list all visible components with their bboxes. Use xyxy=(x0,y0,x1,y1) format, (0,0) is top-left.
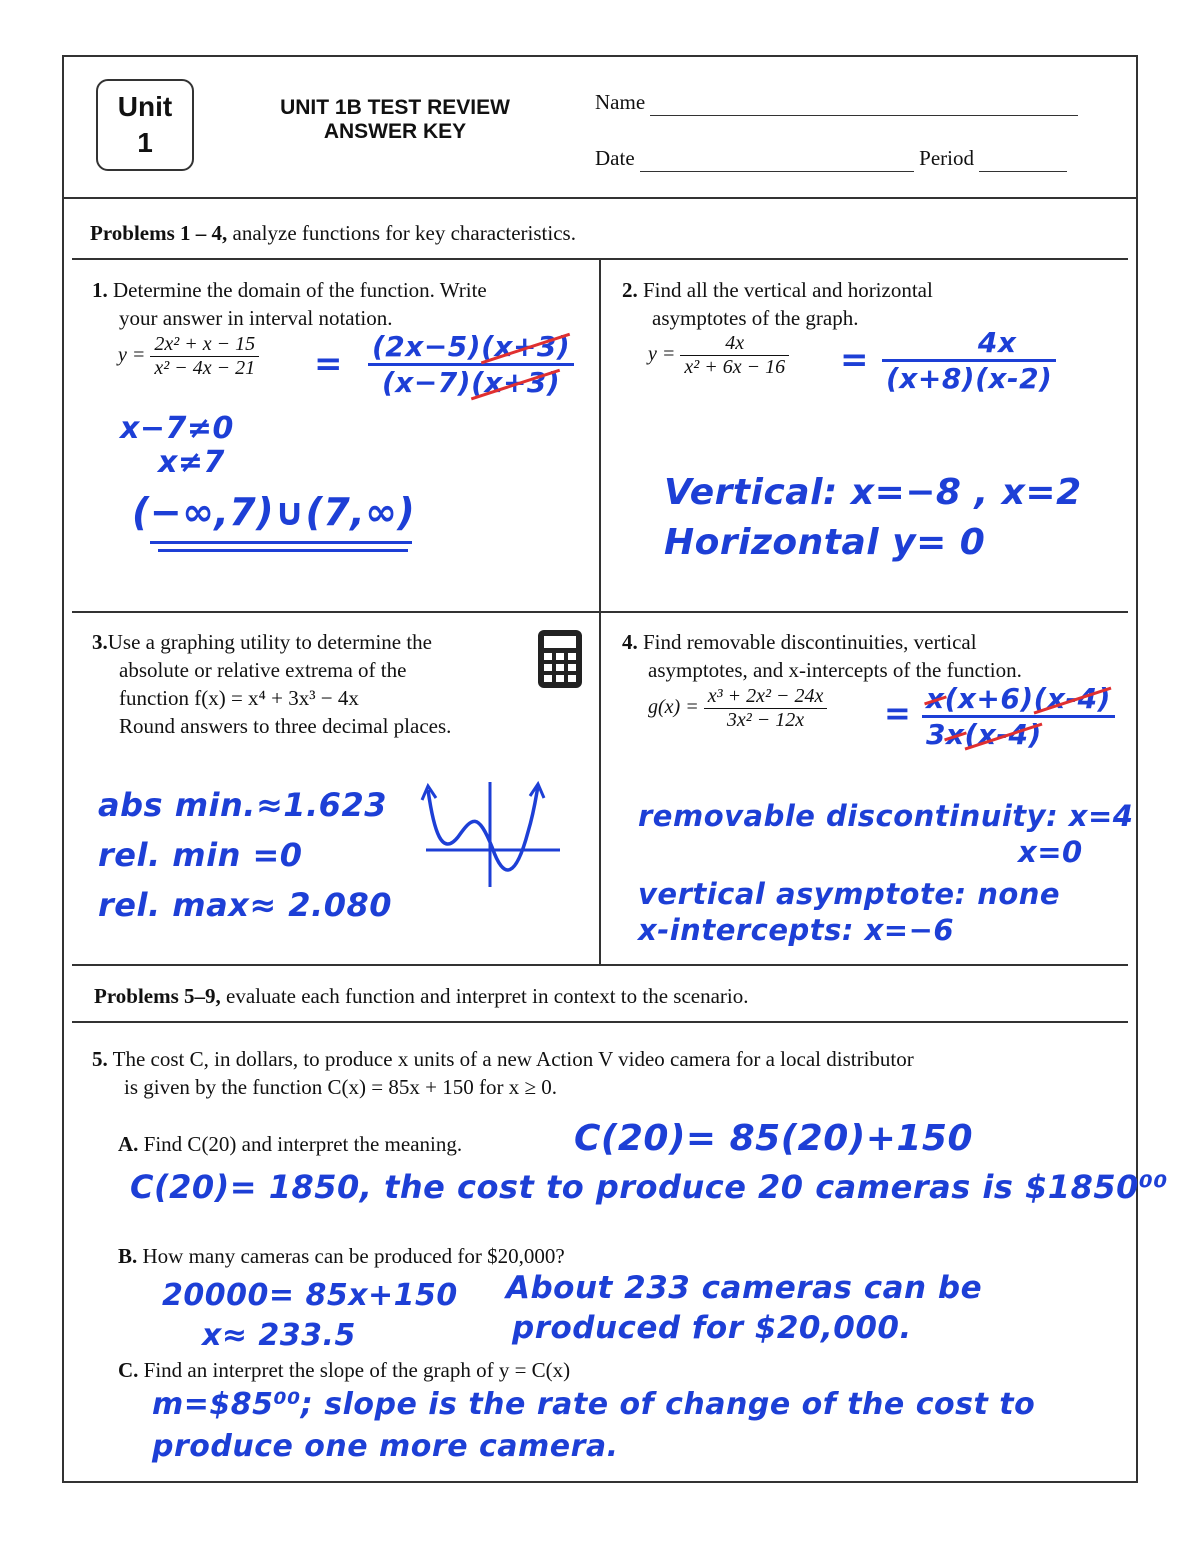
absolute-minimum: abs min.≈1.623 xyxy=(98,786,387,824)
part-a-prompt xyxy=(118,1130,462,1158)
factored-denominator xyxy=(368,366,574,399)
factor-x-7: (x−7) xyxy=(381,366,472,399)
section-2-bold: Problems 5–9, xyxy=(94,984,221,1008)
fraction-numerator: 2x² + x − 15 xyxy=(150,333,259,357)
vertical-asymptotes: Vertical: x=−8 , x=2 xyxy=(664,472,1082,513)
part-b-label: B. xyxy=(118,1244,138,1268)
problem-3-prompt xyxy=(92,628,532,740)
problem-5-line-1: The cost C, in dollars, to produce x units of a new Action V video camera for a local distributor xyxy=(112,1047,914,1071)
problem-4-line-2: asymptotes, and x-intercepts of the function. xyxy=(648,658,1022,682)
name-line[interactable] xyxy=(650,94,1078,116)
problem-5-line-2: is given by the function C(x) = 85x + 150 for x ≥ 0. xyxy=(124,1075,557,1099)
problem-1-line-2: your answer in interval notation. xyxy=(119,306,393,330)
g-equals: g(x) = xyxy=(648,696,699,719)
cancelled-factor: x xyxy=(926,682,945,715)
calculator-icon-svg xyxy=(538,630,582,688)
removable-discontinuity-2: x=0 xyxy=(1018,835,1083,869)
relative-maximum: rel. max≈ 2.080 xyxy=(98,886,392,924)
divider xyxy=(72,1021,1128,1023)
factored-fraction xyxy=(882,326,1056,395)
problem-3-line-2: absolute or relative extrema of the xyxy=(119,658,407,682)
problem-5-number: 5. xyxy=(92,1047,108,1071)
cancelled-factor: (x+3) xyxy=(481,330,571,363)
problem-4-equation xyxy=(648,685,827,732)
problem-4-factored xyxy=(922,682,1115,751)
factored-numerator xyxy=(922,682,1115,718)
divider xyxy=(72,964,1128,966)
period-label: Period xyxy=(919,146,974,170)
factor-2x-5: (2x−5) xyxy=(372,330,482,363)
problem-4-prompt xyxy=(622,628,1122,684)
factored-denominator: (x+8)(x-2) xyxy=(886,362,1053,395)
fraction-numerator: 4x xyxy=(680,332,789,356)
problem-4-fraction xyxy=(704,685,828,732)
factored-fraction xyxy=(922,682,1115,751)
hand-equals: = xyxy=(314,344,343,384)
part-b-work xyxy=(162,1276,458,1356)
factored-fraction xyxy=(368,330,574,399)
part-a-text: Find C(20) and interpret the meaning. xyxy=(143,1132,463,1156)
calculator-icon xyxy=(538,630,582,688)
y-equals: y = xyxy=(648,343,676,366)
section-2-text: evaluate each function and interpret in context to the scenario. xyxy=(220,984,749,1008)
problem-2-equation xyxy=(648,332,789,379)
cancelled-factor: x xyxy=(945,718,965,751)
problem-2-answers xyxy=(664,468,1082,568)
vertical-asymptote: vertical asymptote: none xyxy=(638,877,1061,911)
part-c-answer-line-1: m=$85⁰⁰; slope is the rate of change of the cost to xyxy=(152,1387,1036,1422)
part-a-answer: C(20)= 1850, the cost to produce 20 cameras is $1850⁰⁰ xyxy=(130,1168,1168,1206)
date-field[interactable] xyxy=(595,144,1067,172)
part-b-answer-line-1: About 233 cameras can be xyxy=(506,1270,983,1306)
section-2-heading xyxy=(94,982,748,1010)
date-label: Date xyxy=(595,146,635,170)
section-1-bold: Problems 1 – 4, xyxy=(90,221,228,245)
problem-1-work xyxy=(120,412,234,480)
problem-4-number: 4. xyxy=(622,630,638,654)
hand-equals: = xyxy=(840,340,869,380)
problem-2-factored xyxy=(882,326,1056,395)
problem-2-fraction xyxy=(680,332,789,379)
fraction-denominator: x² − 4x − 21 xyxy=(154,357,256,379)
part-c-text: Find an interpret the slope of the graph of y = C(x) xyxy=(143,1358,571,1382)
problem-1-line-1: Determine the domain of the function. Write xyxy=(113,278,487,302)
fraction-numerator: x³ + 2x² − 24x xyxy=(704,685,828,709)
problem-2-line-1: Find all the vertical and horizontal xyxy=(643,278,933,302)
problem-4-line-1: Find removable discontinuities, vertical xyxy=(643,630,977,654)
divider xyxy=(64,197,1136,199)
answer-underline xyxy=(158,549,408,552)
cancelled-factor: (x-4) xyxy=(1033,682,1111,715)
date-line[interactable] xyxy=(640,150,914,172)
part-c-prompt xyxy=(118,1356,570,1384)
part-b-text: How many cameras can be produced for $20,000? xyxy=(142,1244,565,1268)
part-c-answer xyxy=(152,1384,1035,1468)
problem-4-answers xyxy=(638,798,1133,948)
unit-word: Unit xyxy=(117,91,173,122)
problem-1-number: 1. xyxy=(92,278,108,302)
part-c-label: C. xyxy=(118,1358,139,1382)
period-line[interactable] xyxy=(979,150,1067,172)
cancelled-factor: (x+3) xyxy=(471,366,561,399)
x-intercepts: x-intercepts: x=−6 xyxy=(638,913,955,947)
title-line-2: ANSWER KEY xyxy=(323,120,467,143)
fraction-denominator: x² + 6x − 16 xyxy=(684,356,786,378)
divider xyxy=(72,611,1128,613)
part-a-work: C(20)= 85(20)+150 xyxy=(574,1118,974,1159)
part-b-prompt xyxy=(118,1242,565,1270)
problem-3-line-4: Round answers to three decimal places. xyxy=(119,714,452,738)
problem-2-number: 2. xyxy=(622,278,638,302)
answer-underline xyxy=(150,541,412,544)
problem-5-prompt xyxy=(92,1045,1122,1101)
cancelled-factor: (x-4) xyxy=(964,718,1042,751)
problem-3-number: 3. xyxy=(92,630,108,654)
part-c-answer-line-2: produce one more camera. xyxy=(152,1429,619,1464)
problem-3-line-1: Use a graphing utility to determine the xyxy=(107,630,432,654)
factored-denominator xyxy=(922,718,1115,751)
name-field[interactable] xyxy=(595,88,1078,116)
problem-2-line-2: asymptotes of the graph. xyxy=(652,306,859,330)
part-b-answer-line-2: produced for $20,000. xyxy=(512,1310,912,1346)
unit-number: 1 xyxy=(137,127,153,158)
problem-1-prompt xyxy=(92,276,592,332)
problem-2-prompt xyxy=(622,276,1122,332)
work-line-2: x≠7 xyxy=(158,445,225,480)
unit-badge xyxy=(96,79,194,171)
problem-1-fraction xyxy=(150,333,259,380)
part-b-solution: x≈ 233.5 xyxy=(202,1318,356,1353)
graph-sketch-icon xyxy=(420,772,570,892)
page-title xyxy=(230,96,560,144)
hand-equals: = xyxy=(884,694,912,732)
removable-discontinuity: removable discontinuity: x=4 xyxy=(638,799,1134,833)
section-1-text: analyze functions for key characteristics. xyxy=(227,221,576,245)
problem-1-equation xyxy=(118,333,259,380)
problem-3-line-3: function f(x) = x⁴ + 3x³ − 4x xyxy=(119,686,359,710)
horizontal-asymptote: Horizontal y= 0 xyxy=(664,522,986,563)
work-line-1: x−7≠0 xyxy=(120,411,234,446)
factor-3: 3 xyxy=(926,718,946,751)
part-b-answer xyxy=(506,1268,982,1348)
part-b-equation: 20000= 85x+150 xyxy=(162,1278,458,1313)
y-equals: y = xyxy=(118,344,146,367)
problem-3-answers xyxy=(98,780,392,930)
part-a-label: A. xyxy=(118,1132,139,1156)
name-label: Name xyxy=(595,90,646,114)
problem-1-answer: (−∞,7)∪(7,∞) xyxy=(132,490,416,534)
section-1-heading xyxy=(90,219,576,247)
title-line-1: UNIT 1B TEST REVIEW xyxy=(280,96,510,119)
relative-minimum: rel. min =0 xyxy=(98,836,303,874)
factored-numerator: 4x xyxy=(882,326,1056,362)
factored-numerator xyxy=(368,330,574,366)
factor-x-plus-6: (x+6) xyxy=(944,682,1034,715)
fraction-denominator: 3x² − 12x xyxy=(726,709,805,731)
problem-1-factored xyxy=(368,330,574,399)
